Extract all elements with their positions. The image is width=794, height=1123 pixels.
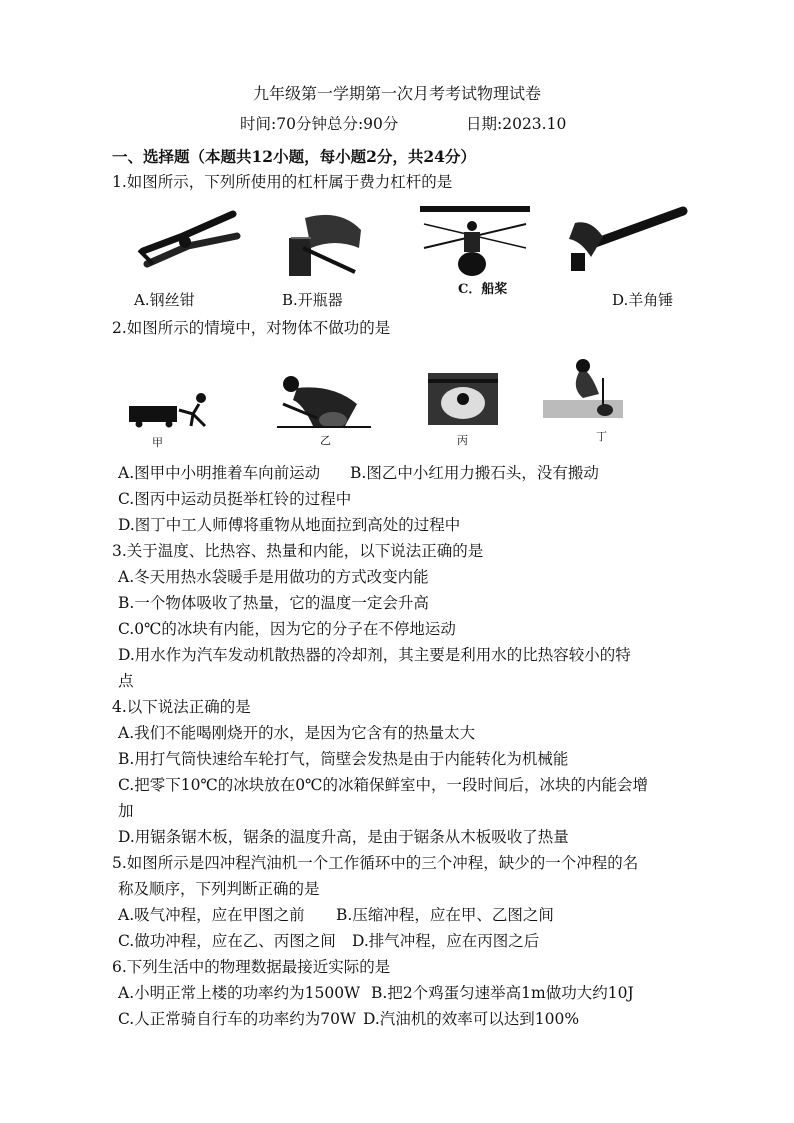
question-2-option-a: A.图甲中小明推着车向前运动 xyxy=(118,464,321,482)
question-2-option-c: C.图丙中运动员挺举杠铃的过程中 xyxy=(118,490,352,508)
question-1-option-a: A.钢丝钳 xyxy=(134,291,195,309)
exam-date: 日期:2023.10 xyxy=(466,115,567,133)
question-2-stem: 2.如图所示的情境中，对物体不做功的是 xyxy=(112,319,391,337)
question-6-option-c: C.人正常骑自行车的功率约为70W xyxy=(118,1010,356,1028)
question-1-option-c: C．船桨 xyxy=(458,282,508,297)
question-3-stem: 3.关于温度、比热容、热量和内能，以下说法正确的是 xyxy=(112,542,484,560)
question-5-option-c: C.做功冲程，应在乙、丙图之间 xyxy=(118,932,336,950)
question-3-option-d-continued: 点 xyxy=(118,672,134,690)
question-5-option-a: A.吸气冲程，应在甲图之前 xyxy=(118,906,305,924)
push-cart-image xyxy=(127,392,222,428)
question-3-option-d: D.用水作为汽车发动机散热器的冷却剂，其主要是利用水的比热容较小的特 xyxy=(118,646,631,664)
figure-ding-label: 丁 xyxy=(596,430,607,443)
question-4-stem: 4.以下说法正确的是 xyxy=(112,698,251,716)
question-3-option-c: C.0℃的冰块有内能，因为它的分子在不停地运动 xyxy=(118,620,456,638)
question-3-option-a: A.冬天用热水袋暖手是用做功的方式改变内能 xyxy=(118,568,429,586)
figure-yi-label: 乙 xyxy=(320,434,331,447)
question-5-option-d: D.排气冲程，应在丙图之后 xyxy=(352,932,540,950)
question-5-stem: 5.如图所示是四冲程汽油机一个工作循环中的三个冲程，缺少的一个冲程的名 xyxy=(112,854,639,872)
question-6-option-b: B.把2个鸡蛋匀速举高1m做功大约10J xyxy=(371,984,634,1002)
question-6-option-d: D.汽油机的效率可以达到100% xyxy=(363,1010,580,1028)
lift-stone-image xyxy=(273,374,373,429)
claw-hammer-image xyxy=(565,203,690,278)
pull-weight-image xyxy=(543,358,623,420)
question-6-stem: 6.下列生活中的物理数据最接近实际的是 xyxy=(112,958,391,976)
weightlifting-image xyxy=(428,373,498,425)
figure-jia-label: 甲 xyxy=(152,436,163,449)
figure-bing-label: 丙 xyxy=(457,434,468,447)
boat-oar-image xyxy=(420,206,530,281)
question-4-option-d: D.用锯条锯木板，锯条的温度升高，是由于锯条从木板吸收了热量 xyxy=(118,828,569,846)
question-1-stem: 1.如图所示，下列所使用的杠杆属于费力杠杆的是 xyxy=(112,173,453,191)
question-4-option-c-continued: 加 xyxy=(118,802,134,820)
question-3-option-b: B.一个物体吸收了热量，它的温度一定会升高 xyxy=(118,594,429,612)
pliers-image xyxy=(133,206,243,276)
exam-time-info: 时间:70分钟总分:90分 xyxy=(240,115,399,133)
page-title: 九年级第一学期第一次月考考试物理试卷 xyxy=(252,84,541,103)
question-4-option-c: C.把零下10℃的冰块放在0℃的冰箱保鲜室中，一段时间后，冰块的内能会增 xyxy=(118,776,648,794)
question-5-stem-continued: 称及顺序，下列判断正确的是 xyxy=(118,880,320,898)
question-6-option-a: A.小明正常上楼的功率约为1500W xyxy=(118,984,360,1002)
question-4-option-a: A.我们不能喝刚烧开的水，是因为它含有的热量太大 xyxy=(118,724,476,742)
bottle-opener-image xyxy=(285,208,365,278)
question-1-option-b: B.开瓶器 xyxy=(282,291,343,309)
question-5-option-b: B.压缩冲程，应在甲、乙图之间 xyxy=(336,906,554,924)
question-2-option-d: D.图丁中工人师傅将重物从地面拉到高处的过程中 xyxy=(118,516,461,534)
question-1-option-d: D.羊角锤 xyxy=(612,291,674,309)
question-2-option-b: B.图乙中小红用力搬石头，没有搬动 xyxy=(350,464,599,482)
section-heading: 一、选择题（本题共12小题，每小题2分，共24分） xyxy=(112,147,476,166)
question-4-option-b: B.用打气筒快速给车轮打气，筒壁会发热是由于内能转化为机械能 xyxy=(118,750,569,768)
